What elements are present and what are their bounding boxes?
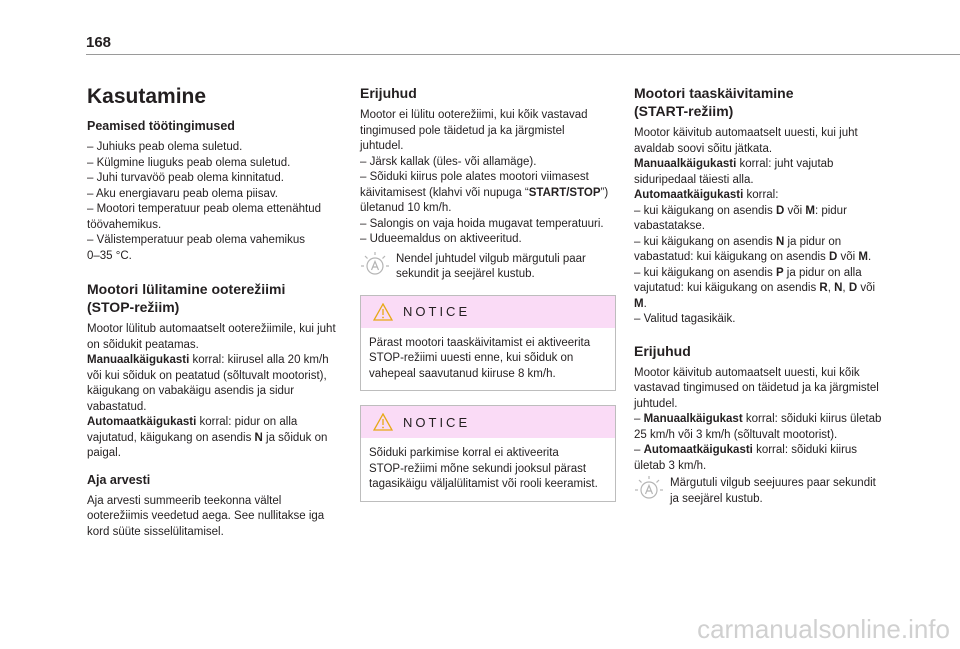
- time-counter-text: [87, 494, 337, 541]
- text-line: Märgutuli vilgub seejuures paar sekundit: [670, 477, 876, 489]
- text-run: või: [857, 282, 876, 294]
- list-item: [634, 412, 890, 428]
- list-item-cont: [360, 186, 616, 202]
- text-run: või: [784, 204, 806, 217]
- text-run: ,: [827, 282, 835, 294]
- text-run: korral: sõiduki kiirus: [752, 444, 858, 456]
- text-line: juhtudel.: [634, 397, 678, 410]
- notice-title: NOTICE: [403, 304, 471, 319]
- list-item: – Juhiuks peab olema suletud.: [87, 141, 243, 153]
- bold-term: Automaatkäigukasti: [87, 416, 197, 428]
- text-run: ja sõiduk on: [262, 431, 328, 444]
- text-run: korral: sõiduki kiirus ületab: [742, 413, 882, 425]
- text-line: [87, 353, 337, 369]
- indicator-info: [360, 252, 616, 283]
- list-item: – Salongis on vaja hoida mugavat temperatuuri.: [360, 217, 604, 230]
- section-title-special-cases: Erijuhud: [360, 85, 417, 101]
- text-line: avaldab soovi sõitu jätkata.: [634, 142, 773, 155]
- text-run: korral: kiirusel alla 20 km/h: [189, 354, 329, 366]
- text-line: ooterežiimis veedetud aega. See nullitakse iga: [87, 510, 325, 522]
- notice-header: [361, 406, 615, 438]
- text-line: STOP-režiimi mõne sekundi jooksul pärast: [369, 462, 587, 475]
- list-item-cont: töövahemikus.: [87, 218, 162, 231]
- list-item: – Juhi turvavöö peab olema kinnitatud.: [87, 172, 284, 184]
- text-line: kord süüte sisselülitamisel.: [87, 525, 224, 538]
- indicator-info: [634, 476, 890, 507]
- text-run: ,: [842, 282, 849, 294]
- text-run: –: [634, 444, 644, 456]
- special-cases-text: [360, 108, 616, 248]
- text-run: korral:: [743, 189, 779, 201]
- text-line: Pärast mootori taaskäivitamist ei aktiveerita: [369, 336, 591, 349]
- text-line: vastavad tingimused on täidetud ja ka järgmistel: [634, 382, 879, 394]
- list-item: [634, 204, 890, 220]
- text-line: Mootor ei lülitu ooterežiimi, kui kõik vastavad: [360, 109, 588, 121]
- text-run: –: [634, 413, 644, 425]
- text-run: ”): [600, 186, 609, 199]
- special-cases-start-text: [634, 366, 890, 475]
- text-run: .: [643, 297, 647, 310]
- warning-triangle-icon: [373, 303, 393, 321]
- list-item-cont: 25 km/h või 3 km/h (sõltuvalt mootorist).: [634, 428, 838, 441]
- bold-term: R: [819, 282, 828, 294]
- text-line: Mootor lülitub automaatselt ooterežiimile, kui juht: [87, 323, 336, 335]
- bold-term: P: [775, 266, 784, 279]
- text-line: STOP-režiimi uuesti enne, kui sõiduk on: [369, 352, 574, 364]
- text-line: ja seejärel kustub.: [670, 492, 763, 505]
- bold-term: D: [848, 282, 858, 294]
- text-line: siduripedaal täiesti alla.: [634, 173, 754, 186]
- list-item: – Külgmine liuguks peab olema suletud.: [87, 156, 291, 169]
- text-run: vabastatud: kui käigukang on asendis: [634, 251, 829, 263]
- text-line: vabastatud.: [87, 400, 147, 413]
- list-item: [634, 443, 890, 459]
- text-run: – kui käigukang on asendis: [634, 266, 776, 279]
- watermark: carmanualsonline.info: [697, 614, 950, 644]
- start-mode-text: [634, 126, 890, 328]
- text-line: [634, 157, 890, 173]
- text-line: on sõidukit peatamas.: [87, 338, 199, 351]
- auto-stop-indicator-icon: [360, 251, 390, 279]
- list-item: [634, 235, 890, 251]
- title-line: Mootori taaskäivitamine: [634, 85, 794, 101]
- text-line: [87, 431, 337, 447]
- title-line: Mootori lülitamine ooterežiimi: [87, 281, 286, 297]
- notice-body: [361, 328, 615, 391]
- page-number: 168: [86, 34, 112, 51]
- bold-term: N: [834, 282, 843, 294]
- list-item-cont: 0–35 °C.: [87, 249, 132, 262]
- bold-term: M: [858, 251, 868, 263]
- text-run: korral: pidur on alla: [196, 416, 298, 428]
- text-line: tagasikäigu väljalülitamist või rooli keeramist.: [369, 478, 598, 490]
- bold-term: D: [775, 204, 785, 217]
- bold-term: Automaatkäigukasti: [634, 189, 744, 201]
- warning-triangle-icon: [373, 413, 393, 431]
- text-run: või: [837, 251, 859, 263]
- bold-term: N: [775, 235, 785, 248]
- text-line: juhtudel.: [360, 140, 404, 152]
- bold-term: M: [634, 297, 644, 310]
- text-run: – kui käigukang on asendis: [634, 235, 776, 248]
- notice-box-2: [360, 405, 616, 502]
- text-run: .: [868, 251, 872, 263]
- text-run: korral: juht vajutab: [736, 158, 834, 170]
- text-line: Sõiduki parkimise korral ei aktiveerita: [369, 447, 559, 459]
- text-line: või kui sõiduk on peatatud (sõltuvalt mootorist),: [87, 369, 327, 382]
- text-line: [634, 188, 890, 204]
- text-line: vahepeal saavutanud kiiruse 8 km/h.: [369, 367, 556, 380]
- list-item-cont: ületab 3 km/h.: [634, 459, 707, 472]
- column-2: [360, 84, 616, 516]
- list-item: [634, 266, 890, 282]
- list-item: – Järsk kallak (üles- või allamäge).: [360, 155, 537, 168]
- stop-mode-text: [87, 322, 337, 462]
- list-item-cont: vabastatakse.: [634, 220, 705, 232]
- bold-term: M: [805, 204, 815, 217]
- subheading-time-counter: Aja arvesti: [87, 472, 151, 487]
- list-item-cont: [634, 297, 890, 313]
- text-line: sekundit ja seejärel kustub.: [396, 268, 535, 280]
- list-item-cont: [634, 250, 890, 266]
- text-line: käigukang on vabakäigu asendis ja sidur: [87, 385, 295, 397]
- bold-term: Manuaalkäigukasti: [634, 158, 737, 170]
- column-1: [87, 84, 337, 550]
- header-divider: [86, 54, 960, 55]
- text-run: : pidur: [814, 204, 847, 217]
- list-item: – Valitud tagasikäik.: [634, 313, 736, 325]
- notice-title: NOTICE: [403, 414, 471, 430]
- list-item: – Mootori temperatuur peab olema ettenähtud: [87, 203, 321, 215]
- bold-term: Manuaalkäigukast: [643, 413, 743, 425]
- bold-term: N: [254, 431, 263, 444]
- section-title-stop-mode: [87, 280, 337, 316]
- section-title-special-cases-start: Erijuhud: [634, 342, 691, 359]
- title-line: (START-režiim): [634, 103, 734, 119]
- subheading-conditions: Peamised töötingimused: [87, 119, 235, 133]
- title-line: (STOP-režiim): [87, 299, 180, 315]
- text-line: Aja arvesti summeerib teekonna vältel: [87, 494, 282, 507]
- notice-body: [361, 438, 615, 501]
- notice-header: [361, 296, 615, 328]
- bold-term: D: [829, 251, 838, 263]
- column-3: [634, 84, 890, 517]
- list-item: – Sõiduki kiirus pole alates mootori viimasest: [360, 171, 589, 183]
- text-line: Mootor käivitub automaatselt uuesti, kui kõik: [634, 366, 860, 379]
- list-item: – Udueemaldus on aktiveeritud.: [360, 233, 522, 245]
- list-item-cont: [634, 281, 890, 297]
- text-line: Nendel juhtudel vilgub märgutuli paar: [396, 252, 586, 265]
- text-run: vajutatud: kui käigukang on asendis: [634, 282, 820, 294]
- section-title-kasutamine: Kasutamine: [87, 85, 207, 108]
- text-line: Mootor käivitub automaatselt uuesti, kui juht: [634, 127, 858, 139]
- text-run: vajutatud, käigukang on asendis: [87, 431, 255, 444]
- text-run: käivitamisest (klahvi või nupuga “: [360, 186, 529, 199]
- conditions-list: [87, 140, 337, 264]
- text-line: tingimused pole täidetud ja ka järgmistel: [360, 124, 565, 137]
- bold-term: Manuaalkäigukasti: [87, 354, 190, 366]
- text-line: [87, 415, 337, 431]
- list-item-cont: ületanud 10 km/h.: [360, 202, 452, 214]
- bold-term: Automaatkäigukasti: [643, 444, 753, 456]
- text-run: ja pidur on: [784, 235, 842, 248]
- auto-stop-indicator-icon: [634, 475, 664, 503]
- list-item: – Välistemperatuur peab olema vahemikus: [87, 234, 305, 246]
- text-run: ja pidur on alla: [783, 266, 862, 279]
- section-title-start-mode: [634, 84, 890, 120]
- notice-box-1: [360, 295, 616, 392]
- text-line: paigal.: [87, 447, 121, 459]
- bold-term: START/STOP: [528, 186, 601, 199]
- text-run: – kui käigukang on asendis: [634, 204, 776, 217]
- list-item: – Aku energiavaru peab olema piisav.: [87, 187, 278, 200]
